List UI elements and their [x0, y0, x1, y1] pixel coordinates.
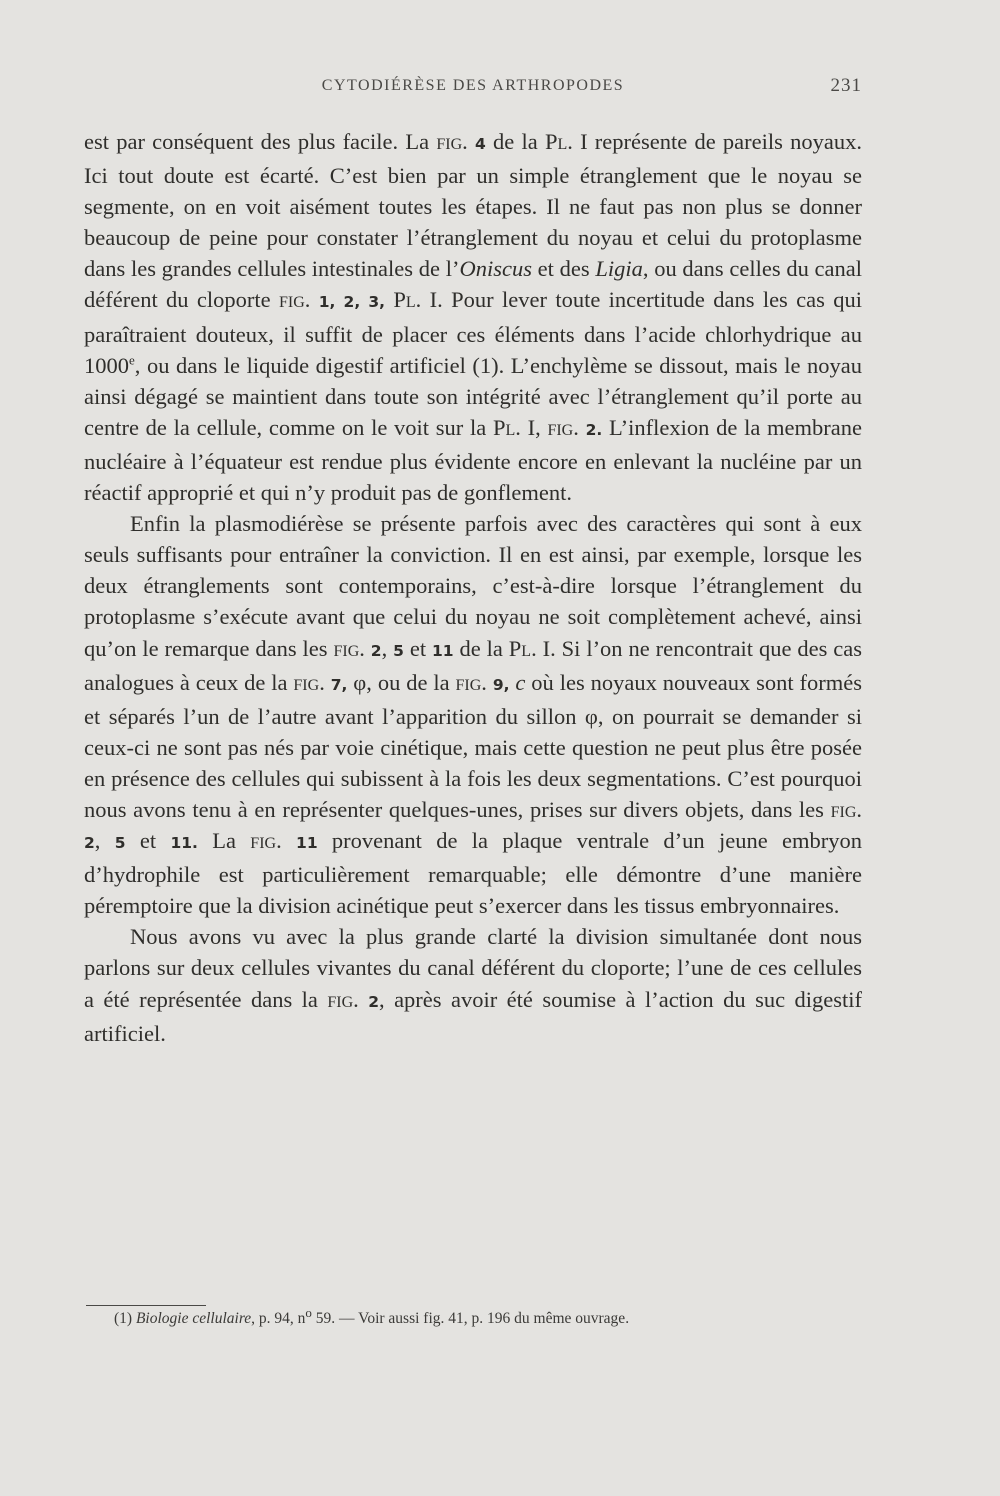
text-run: et — [125, 828, 171, 854]
text-run: de la — [453, 635, 509, 661]
paragraph-3 — [84, 921, 862, 1048]
text-run: provenant de la plaque ventrale d’un jeune embryon d’hydrophile est particulièrement remarquable; elle démontre d’une manière péremptoire que la division acinétique peut s’exercer dans les tissus embryonnaires. — [84, 828, 863, 919]
figure-number: 2. — [585, 420, 603, 439]
cited-work-title: Biologie cellulaire — [135, 1310, 252, 1327]
figure-number: 5 — [114, 834, 126, 853]
superscript: o — [305, 1304, 312, 1320]
figure-number: 9, — [492, 675, 510, 694]
text-run: φ, ou de la — [347, 669, 456, 695]
text-run: I, — [520, 414, 548, 440]
text-run: L’inflexion de la membrane nucléaire à l’équateur est rendue plus évidente encore en enlevant la nucléine par un réactif approprié et qui n’y produit pas de gonflement. — [84, 414, 863, 506]
figure-abbrev: fig. — [436, 129, 468, 154]
genus-name: Oniscus — [459, 256, 532, 282]
text-run: I représente de pareils noyaux. Ici tout doute est écarté. C’est bien par un simple étranglement que le noyau se segmente, on en voit aisément toutes les étapes. Il ne faut pas non plus se donner beaucoup de peine pour constater l’étranglement du noyau et celui du protoplasme dans les grandes cellules intestinales de l’ — [84, 129, 862, 282]
text-run — [579, 415, 586, 440]
figure-abbrev: fig. — [830, 796, 862, 822]
superscript: e — [129, 352, 135, 368]
text-run: , — [94, 828, 115, 854]
text-run — [468, 129, 475, 154]
running-title: CYTODIÉRÈSE DES ARTHROPODES — [321, 77, 625, 94]
figure-abbrev: fig. — [333, 635, 365, 661]
figure-abbrev: fig. — [293, 669, 325, 695]
text-run: , — [381, 635, 394, 661]
text-run — [282, 828, 296, 853]
figure-number: 4 — [474, 135, 486, 153]
figure-number: 11 — [432, 641, 454, 660]
plate-abbrev: Pl. — [544, 129, 573, 154]
genus-name: Ligia — [595, 256, 643, 282]
figure-number: 2 — [84, 834, 95, 853]
plate-abbrev: Pl. — [508, 635, 537, 661]
plate-abbrev: Pl. — [393, 287, 422, 313]
text-run: , p. 94, n — [251, 1310, 306, 1327]
running-head — [84, 77, 862, 101]
figure-number: 5 — [393, 641, 404, 660]
text-run: La — [197, 828, 251, 854]
text-run: et des — [531, 256, 596, 282]
text-run: Nous avons vu avec la plus grande clarté la division simultanée dont nous parlons sur deux cellules vivantes du canal déférent du cloporte; l’une de ces cellules a été représentée dans la — [84, 924, 862, 1012]
text-run: est par conséquent des plus facile. La — [84, 129, 437, 154]
footnote — [114, 1304, 630, 1328]
text-run: Enfin la plasmodiérèse se présente parfois avec des caractères qui sont à eux seuls suffisants pour entraîner la conviction. Il en est ainsi, par exemple, lorsque les deux étranglements sont contemporains, c’est-à-dire lorsque l’étranglement du protoplasme s’exécute avant que celui du noyau ne soit complètement achevé, ainsi qu’on le remarque dans les — [84, 511, 862, 661]
text-run — [310, 287, 318, 312]
paragraph-2 — [84, 508, 862, 921]
figure-abbrev: fig. — [278, 287, 311, 313]
figure-number: 11 — [296, 834, 318, 853]
text-run: , ou dans le liquide digestif artificiel (1). L’enchylème se dissout, mais le noyau ainsi dégagé se maintient dans toute son intégrité avec l’étranglement qu’il porte au centre de la cellule, comme on le voit sur la — [84, 352, 862, 440]
page-number: 231 — [830, 75, 862, 96]
text-run: de la — [485, 129, 545, 154]
text-run: , après avoir été soumise à l’action du suc digestif artificiel. — [84, 986, 862, 1046]
footnote-rule — [86, 1305, 206, 1306]
figure-number: 11. — [170, 834, 198, 853]
text-run: I. Pour lever toute incertitude dans les cas qui paraîtraient douteux, il suffit de placer ces éléments dans l’acide chlorhydrique au 1000 — [84, 287, 863, 378]
paragraph-1 — [84, 126, 862, 508]
figure-number: 7, — [330, 675, 348, 694]
text-run: où les noyaux nouveaux sont formés et séparés l’un de l’autre avant l’apparition du sillon φ, on pourrait se demander si ceux-ci ne sont pas nés par voie cinétique, mais cette question ne peut plus être posée en présence des cellules qui subissent à la fois les deux segmentations. C’est pourquoi nous avons tenu à en représenter quelques-unes, prises sur divers objets, dans les — [84, 669, 862, 822]
figure-number: 2 — [368, 992, 379, 1011]
figure-abbrev: fig. — [250, 828, 282, 854]
text-run: 59. — Voir aussi fig. 41, p. 196 du même ouvrage. — [311, 1310, 630, 1327]
figure-letter: c — [515, 669, 526, 695]
text-run: et — [403, 635, 432, 661]
figure-abbrev: fig. — [455, 669, 487, 695]
figure-number: 1, 2, 3, — [318, 293, 386, 312]
footnote-marker: (1) — [114, 1310, 133, 1327]
plate-abbrev: Pl. — [492, 414, 521, 440]
figure-abbrev: fig. — [327, 986, 359, 1012]
text-run: I. Si l’on ne rencontrait que des cas analogues à ceux de la — [84, 635, 862, 695]
text-run: , ou dans celles du canal déférent du cloporte — [84, 256, 863, 313]
body-text — [84, 126, 862, 1049]
text-run — [359, 987, 368, 1012]
figure-abbrev: fig. — [547, 414, 579, 440]
figure-number: 2 — [370, 641, 382, 660]
